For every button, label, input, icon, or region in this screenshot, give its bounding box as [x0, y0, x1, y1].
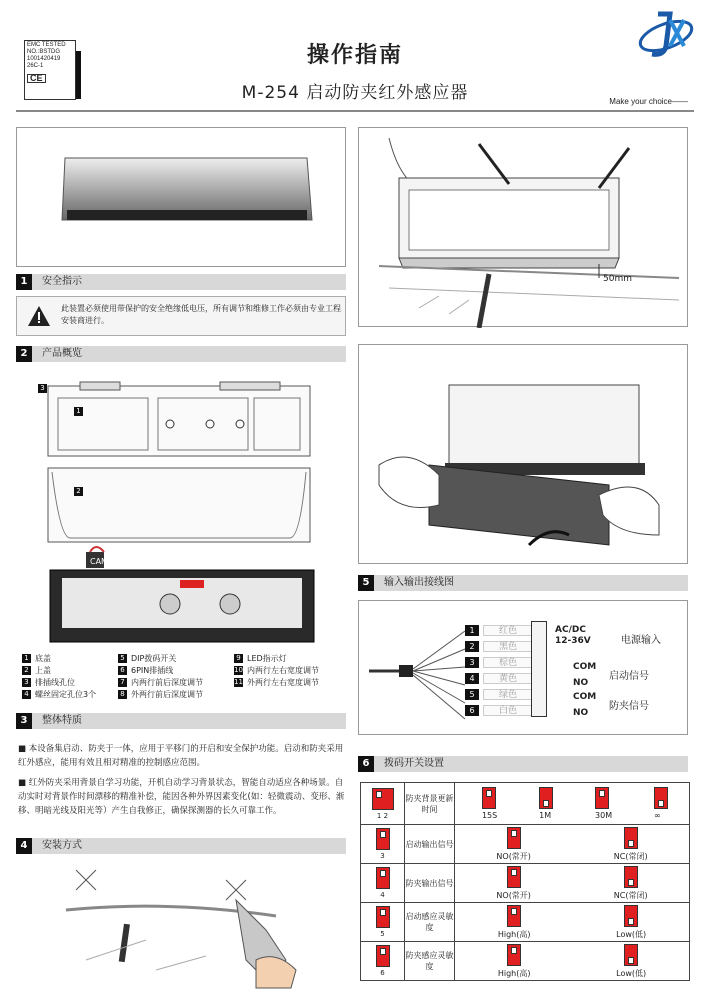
brand-label: CAMBO: [90, 557, 120, 566]
section-4-header: 4 安装方式: [16, 838, 346, 854]
install-mount-panel: [358, 127, 688, 327]
warning-icon: [27, 305, 51, 327]
wire-row-3: 3 棕色: [465, 657, 533, 668]
wire-row-4: 4 黄色: [465, 673, 533, 684]
wire-row-6: 6 白色: [465, 705, 533, 716]
safety-text: 此装置必须使用带保护的安全绝缘低电压，所有调节和维修工作必须由专业工程安装商进行。: [61, 304, 341, 325]
features-text: ■ 本设备集启动、防夹于一体，应用于平移门的开启和安全保护功能。启动和防夹采用红外感应，能用有效且相对精准的控制感应范围。 ■ 红外防夹采用背景自学习功能，开机自动学习背景状态，智能自动适应各种场景。自动实时对背景作时间漂移的精准补偿，能因各种外界因素变化(如：轻微震动、变形、渐移、明暗光线及阳光等）产生自我修正，确保探测器的长久可靠工作。: [18, 744, 345, 816]
legend-item-4: 4 螺丝固定孔位3个: [22, 689, 118, 701]
header-divider: [16, 110, 694, 112]
legend-item-5: 5 DIP拨码开关: [118, 653, 234, 665]
wire-bundle-diagram: [369, 621, 469, 721]
anti-pinch-contacts: COM NO: [573, 692, 597, 718]
power-label: AC/DC 12-36V: [555, 625, 591, 646]
emc-badge: EMC TESTED NO.:BSTDG 1001420419 26C-1 CE: [24, 40, 76, 100]
wire-list: [465, 625, 533, 716]
overview-legend: [22, 653, 352, 701]
legend-item-11: 11 外两行左右宽度调节: [234, 678, 319, 687]
dip-row-anti-output: 4 防夹输出信号 NO(常开) NC(常闭): [361, 864, 690, 903]
legend-item-3: 3 排插线孔位: [22, 677, 118, 689]
anti-pinch-signal-label: 防夹信号: [609, 701, 649, 712]
power-input-label: 电源输入: [621, 635, 661, 646]
start-signal-label: 启动信号: [609, 671, 649, 682]
legend-item-1: 1 底盖: [22, 653, 118, 665]
section-3-header: 3 整体特质: [16, 713, 346, 729]
wire-row-5: 5 绿色: [465, 689, 533, 700]
install-mount-diagram: [359, 128, 689, 328]
cover-install-panel: [358, 344, 688, 564]
legend-item-7: 7 内两行前后深度调节: [118, 677, 234, 689]
legend-item-9: 9 LED指示灯: [234, 653, 352, 665]
wire-row-1: 1 红色: [465, 625, 533, 636]
feature-2: 红外防夹采用背景自学习功能，开机自动学习背景状态，智能自动适应各种场景。自动实时对背景作时间漂移的精准补偿，能因各种外界因素变化(如：轻微震动、变形、渐移、明暗光线及阳光等）产生自我修正，确保探测器的长久可靠工作。: [18, 778, 345, 816]
dip-switch-table: [360, 782, 690, 981]
start-contacts: COM NO: [573, 662, 597, 688]
section-5-header: 5 输入输出接线图: [358, 575, 688, 591]
dip-row-update-time: 1 2 防夹背景更新时间 15S 1M 30M ∞: [361, 783, 690, 825]
page-title: 操作指南: [306, 43, 403, 68]
dip-row-start-sensitivity: 5 启动感应灵敏度 High(高) Low(低): [361, 903, 690, 942]
callout-3: 3: [38, 384, 47, 393]
slogan: Make your choice——: [609, 97, 688, 106]
dip-row-anti-sensitivity: 6 防夹感应灵敏度 High(高) Low(低): [361, 942, 690, 981]
section-6-header: 6 拨码开关设置: [358, 756, 688, 772]
callout-1: 1: [74, 407, 83, 416]
callout-2: 2: [74, 487, 83, 496]
product-photo-panel: [16, 127, 346, 267]
legend-item-10: 10 内两行左右宽度调节: [234, 666, 319, 675]
wire-row-2: 2 黑色: [465, 641, 533, 652]
ce-mark: CE: [27, 74, 46, 83]
section-1-header: 1 安全指示: [16, 274, 346, 290]
wiring-panel: [358, 600, 688, 735]
legend-item-2: 2 上盖: [22, 665, 118, 677]
product-photo: [17, 128, 347, 268]
mount-distance: 50mm: [603, 274, 632, 284]
safety-box: [16, 296, 346, 336]
section-2-header: 2 产品概览: [16, 346, 346, 362]
install-drill-diagram: [16, 860, 346, 990]
terminal-block: [531, 621, 547, 717]
dip-row-start-output: 3 启动输出信号 NO(常开) NC(常闭): [361, 825, 690, 864]
feature-1: 本设备集启动、防夹于一体，应用于平移门的开启和安全保护功能。启动和防夹采用红外感应，能用有效且相对精准的控制感应范围。: [18, 744, 344, 768]
cover-install-diagram: [359, 345, 689, 565]
legend-item-8: 8 外两行前后深度调节: [118, 689, 234, 701]
page-subtitle: M-254 启动防夹红外感应器: [241, 83, 469, 103]
legend-item-6: 6 6PIN排插线: [118, 665, 234, 677]
